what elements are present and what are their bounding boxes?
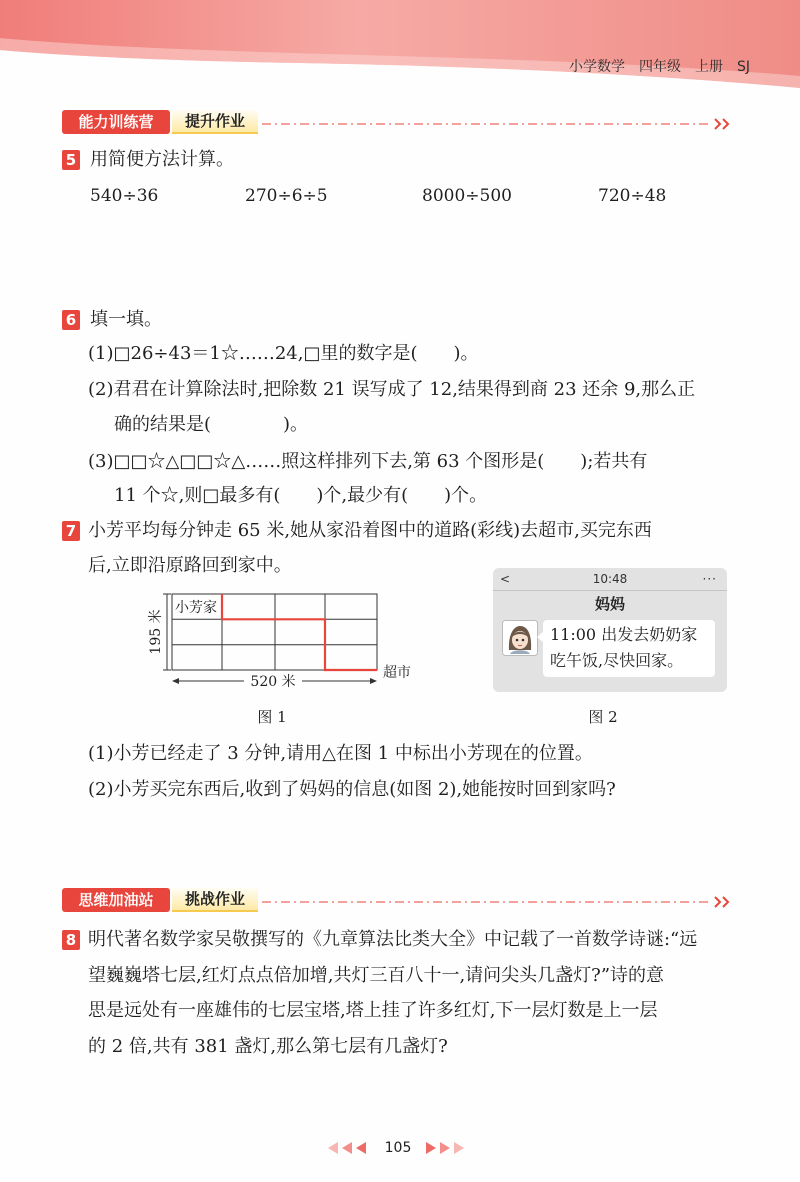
section-divider-line <box>262 118 712 130</box>
market-label: 超市 <box>383 665 411 681</box>
chat-message-line: 吃午饭,尽快回家。 <box>550 651 684 670</box>
arrow-right-icon <box>370 678 377 684</box>
sub-question-text: 11 个☆,则□最多有( )个,最少有( )个。 <box>114 485 488 506</box>
home-label: 小芳家 <box>175 600 217 616</box>
sub-question-text: (3)□□☆△□□☆△……照这样排列下去,第 63 个图形是( );若共有 <box>88 451 648 472</box>
sub-question-text: (1)□26÷43＝1☆……24,□里的数字是( )。 <box>88 343 479 364</box>
section-subtitle-ability: 提升作业 <box>172 110 258 134</box>
back-chevron-icon: < <box>500 572 511 586</box>
chat-contact-name: 妈妈 <box>594 595 625 613</box>
section-title-thinking: 思维加油站 <box>62 888 170 912</box>
avatar-icon <box>502 620 538 656</box>
arrow-left-icon <box>172 678 179 684</box>
question-text-line: 的 2 倍,共有 381 盏灯,那么第七层有几盏灯? <box>88 1036 448 1057</box>
expression: 270÷6÷5 <box>245 186 328 206</box>
chat-message-line: 11:00 出发去奶奶家 <box>550 625 698 644</box>
question-prompt: 填一填。 <box>90 309 162 330</box>
chat-message-bubble <box>543 620 715 677</box>
double-chevron-icon <box>713 117 733 131</box>
figure2-chat-screen <box>493 568 727 692</box>
expression: 540÷36 <box>90 186 159 206</box>
question-text-line: 望巍巍塔七层,红灯点点倍加增,共灯三百八十一,请问尖头几盏灯?”诗的意 <box>88 965 665 986</box>
section-title-ability: 能力训练营 <box>62 110 170 134</box>
question-prompt: 后,立即沿原路回到家中。 <box>88 555 292 576</box>
question-number: 7 <box>62 521 80 541</box>
page-arrows-right-icon <box>422 1141 464 1155</box>
section-divider-line <box>262 896 712 908</box>
sub-question-text: (2)君君在计算除法时,把除数 21 误写成了 12,结果得到商 23 还余 9,那么正 <box>88 379 696 400</box>
book-info: 小学数学 四年级 上册 SJ <box>568 59 750 75</box>
more-dots-icon: ··· <box>702 572 717 586</box>
page-number: 105 <box>384 1140 412 1156</box>
double-chevron-icon <box>713 895 733 909</box>
page-arrows-left-icon <box>328 1141 370 1155</box>
figure1-route-map <box>140 585 430 695</box>
sub-question-text: (1)小芳已经走了 3 分钟,请用△在图 1 中标出小芳现在的位置。 <box>88 743 593 764</box>
clock-time: 10:48 <box>592 572 628 586</box>
height-label: 195 米 <box>148 609 164 655</box>
expression: 8000÷500 <box>422 186 512 206</box>
expression: 720÷48 <box>598 186 667 206</box>
sub-question-text: 确的结果是( )。 <box>114 414 309 435</box>
question-number: 6 <box>62 310 80 330</box>
question-number: 5 <box>62 150 80 170</box>
section-subtitle-thinking: 挑战作业 <box>172 888 258 912</box>
width-label: 520 米 <box>250 674 296 690</box>
figure-caption: 图 2 <box>588 708 618 726</box>
question-text-line: 明代著名数学家吴敬撰写的《九章算法比类大全》中记载了一首数学诗谜:“远 <box>88 929 698 950</box>
question-number: 8 <box>62 930 80 950</box>
sub-question-text: (2)小芳买完东西后,收到了妈妈的信息(如图 2),她能按时回到家吗? <box>88 779 616 800</box>
header-banner <box>0 0 800 95</box>
question-prompt: 用简便方法计算。 <box>90 149 234 170</box>
question-text-line: 思是远处有一座雄伟的七层宝塔,塔上挂了许多红灯,下一层灯数是上一层 <box>88 1000 658 1021</box>
question-prompt: 小芳平均每分钟走 65 米,她从家沿着图中的道路(彩线)去超市,买完东西 <box>88 520 652 541</box>
chat-top-bar <box>493 568 727 591</box>
route-line <box>222 594 377 670</box>
height-dimension <box>163 594 171 670</box>
figure-caption: 图 1 <box>257 708 287 726</box>
